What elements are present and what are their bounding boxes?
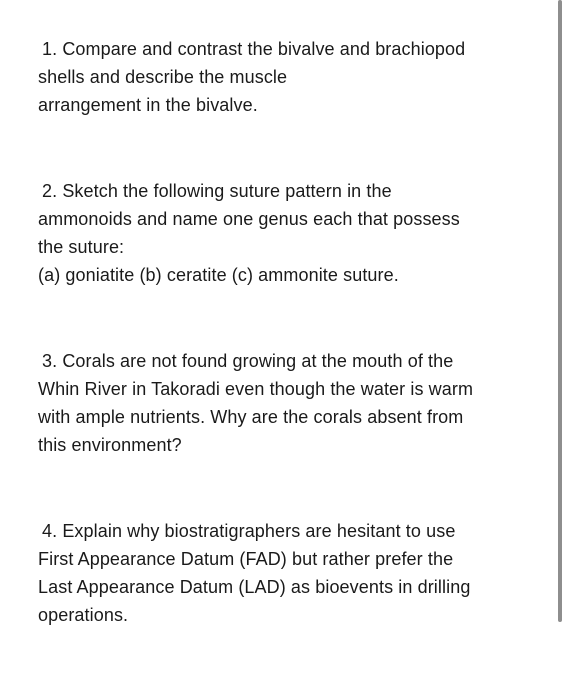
question-line: operations. bbox=[38, 605, 129, 625]
question-line: 3. Corals are not found growing at the mouth of the bbox=[42, 351, 454, 371]
question-4 bbox=[38, 517, 543, 629]
question-line: Last Appearance Datum (LAD) as bioevents in drilling bbox=[38, 577, 471, 597]
question-line: shells and describe the muscle bbox=[38, 67, 288, 87]
question-line: (a) goniatite (b) ceratite (c) ammonite suture. bbox=[38, 265, 399, 285]
question-line: 1. Compare and contrast the bivalve and brachiopod bbox=[42, 39, 466, 59]
question-1 bbox=[38, 35, 543, 119]
question-line: First Appearance Datum (FAD) but rather prefer the bbox=[38, 549, 454, 569]
question-line: 2. Sketch the following suture pattern in the bbox=[42, 181, 392, 201]
question-line: 4. Explain why biostratigraphers are hesitant to use bbox=[42, 521, 456, 541]
question-line: with ample nutrients. Why are the corals absent from bbox=[38, 407, 464, 427]
question-2 bbox=[38, 177, 543, 289]
question-line: Whin River in Takoradi even though the water is warm bbox=[38, 379, 474, 399]
question-line: ammonoids and name one genus each that possess bbox=[38, 209, 460, 229]
question-line: arrangement in the bivalve. bbox=[38, 95, 258, 115]
question-3 bbox=[38, 347, 543, 459]
vertical-scrollbar[interactable] bbox=[558, 0, 562, 622]
question-line: this environment? bbox=[38, 435, 182, 455]
question-line: the suture: bbox=[38, 237, 125, 257]
